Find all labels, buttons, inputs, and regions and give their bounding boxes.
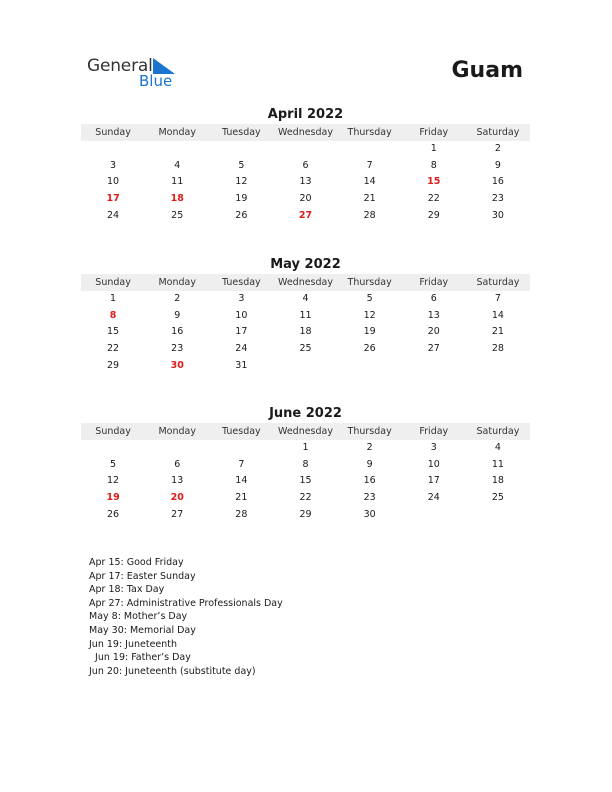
weekday-header: Sunday <box>81 124 145 141</box>
day-cell: 11 <box>491 458 504 470</box>
day-cell: 20 <box>427 326 440 338</box>
holiday-day-cell: 27 <box>298 209 313 221</box>
day-cell: 3 <box>430 442 437 453</box>
day-cell: 1 <box>110 293 117 304</box>
country-title: Guam <box>451 58 523 83</box>
empty-day-cell <box>209 141 273 158</box>
weekday-header: Monday <box>145 274 209 291</box>
day-cell: 2 <box>494 143 501 154</box>
holiday-day-cell: 8 <box>109 309 117 321</box>
day-cell: 3 <box>110 159 117 171</box>
day-cell: 29 <box>299 508 312 520</box>
brand-word-general: General <box>87 56 153 76</box>
day-cell: 31 <box>235 359 248 371</box>
day-cell: 10 <box>427 458 440 470</box>
holiday-list-item: May 8: Mother’s Day <box>89 611 188 623</box>
day-cell: 6 <box>302 159 309 171</box>
day-cell: 5 <box>110 458 117 470</box>
day-cell: 25 <box>299 343 312 355</box>
empty-day-cell <box>273 141 337 158</box>
day-cell: 3 <box>238 293 245 304</box>
day-cell: 30 <box>491 209 504 221</box>
holiday-list-item: Apr 18: Tax Day <box>89 584 165 596</box>
holiday-day-cell: 17 <box>106 193 120 205</box>
day-cell: 13 <box>427 309 440 321</box>
day-cell: 25 <box>171 209 184 221</box>
day-cell: 24 <box>107 209 120 221</box>
day-cell: 16 <box>491 176 504 188</box>
weekday-header: Friday <box>402 124 466 141</box>
day-cell: 21 <box>363 193 376 205</box>
day-cell: 23 <box>491 193 504 205</box>
day-cell: 22 <box>107 343 120 355</box>
holiday-day-cell: 20 <box>170 492 184 504</box>
holiday-day-cell: 30 <box>170 359 184 371</box>
day-cell: 28 <box>235 508 248 520</box>
weekday-header: Friday <box>402 274 466 291</box>
empty-day-cell <box>402 507 466 524</box>
calendar-grid <box>81 124 530 224</box>
empty-day-cell <box>81 440 145 457</box>
weekday-header: Thursday <box>338 274 402 291</box>
day-cell: 21 <box>491 326 504 338</box>
day-cell: 27 <box>171 508 184 520</box>
day-cell: 8 <box>302 458 309 470</box>
day-cell: 19 <box>235 193 248 205</box>
day-cell: 1 <box>302 442 309 453</box>
holiday-day-cell: 15 <box>427 176 441 188</box>
day-cell: 24 <box>235 343 248 355</box>
weekday-header: Monday <box>145 124 209 141</box>
day-cell: 2 <box>366 442 373 453</box>
day-cell: 11 <box>171 176 184 188</box>
day-cell: 27 <box>427 343 440 355</box>
holiday-list-item: Jun 19: Father’s Day <box>89 652 191 664</box>
day-cell: 7 <box>238 458 245 470</box>
month-may <box>81 256 530 374</box>
holiday-list-item: Jun 19: Juneteenth <box>89 638 178 650</box>
holiday-list-item: Apr 27: Administrative Professionals Day <box>89 597 283 609</box>
day-cell: 22 <box>299 492 312 504</box>
month-title: April 2022 <box>267 107 344 122</box>
weekday-header: Thursday <box>338 423 402 440</box>
empty-day-cell <box>81 141 145 158</box>
day-cell: 18 <box>491 475 504 487</box>
day-cell: 17 <box>427 475 440 487</box>
weekday-header: Tuesday <box>209 274 273 291</box>
day-cell: 24 <box>427 492 440 504</box>
weekday-header: Thursday <box>338 124 402 141</box>
day-cell: 7 <box>366 159 373 171</box>
day-cell: 12 <box>235 176 248 188</box>
day-cell: 23 <box>363 492 376 504</box>
day-cell: 14 <box>235 475 248 487</box>
day-cell: 15 <box>299 475 312 487</box>
day-cell: 26 <box>235 209 248 221</box>
day-cell: 13 <box>299 176 312 188</box>
empty-day-cell <box>402 358 466 375</box>
day-cell: 23 <box>171 343 184 355</box>
day-cell: 28 <box>491 343 504 355</box>
day-cell: 30 <box>363 508 376 520</box>
weekday-header: Friday <box>402 423 466 440</box>
day-cell: 26 <box>363 343 376 355</box>
day-cell: 16 <box>171 326 184 338</box>
holiday-day-cell: 19 <box>106 492 120 504</box>
day-cell: 11 <box>299 309 312 321</box>
weekday-header: Sunday <box>81 423 145 440</box>
day-cell: 5 <box>366 293 373 304</box>
day-cell: 17 <box>235 326 248 338</box>
weekday-header: Tuesday <box>209 423 273 440</box>
day-cell: 22 <box>427 193 440 205</box>
day-cell: 6 <box>174 458 181 470</box>
calendar-grid <box>81 423 530 523</box>
holiday-list <box>89 556 283 678</box>
day-cell: 8 <box>430 159 437 171</box>
day-cell: 6 <box>430 293 437 304</box>
day-cell: 4 <box>494 442 501 453</box>
calendar-grid <box>81 274 530 374</box>
day-cell: 1 <box>430 143 437 154</box>
holiday-list-item: May 30: Memorial Day <box>89 624 196 636</box>
empty-day-cell <box>338 141 402 158</box>
day-cell: 19 <box>363 326 376 338</box>
holiday-list-item: Apr 17: Easter Sunday <box>89 570 196 582</box>
day-cell: 4 <box>174 159 181 171</box>
weekday-header: Saturday <box>466 274 530 291</box>
day-cell: 14 <box>363 176 376 188</box>
month-june <box>81 405 530 523</box>
day-cell: 18 <box>299 326 312 338</box>
month-april <box>81 106 530 224</box>
day-cell: 4 <box>302 293 309 304</box>
day-cell: 9 <box>494 159 501 171</box>
day-cell: 16 <box>363 475 376 487</box>
day-cell: 7 <box>494 293 501 304</box>
day-cell: 9 <box>174 309 181 321</box>
empty-day-cell <box>145 440 209 457</box>
day-cell: 25 <box>491 492 504 504</box>
day-cell: 14 <box>491 309 504 321</box>
day-cell: 10 <box>107 176 120 188</box>
brand-logo <box>87 56 187 92</box>
weekday-header: Wednesday <box>273 274 337 291</box>
empty-day-cell <box>209 440 273 457</box>
day-cell: 12 <box>363 309 376 321</box>
day-cell: 15 <box>107 326 120 338</box>
holiday-day-cell: 18 <box>170 193 184 205</box>
weekday-header: Sunday <box>81 274 145 291</box>
month-title: May 2022 <box>270 257 341 272</box>
day-cell: 29 <box>107 359 120 371</box>
day-cell: 5 <box>238 159 245 171</box>
day-cell: 29 <box>427 209 440 221</box>
weekday-header: Tuesday <box>209 124 273 141</box>
weekday-header: Saturday <box>466 124 530 141</box>
day-cell: 26 <box>107 508 120 520</box>
day-cell: 9 <box>366 458 373 470</box>
brand-word-blue: Blue <box>139 72 173 90</box>
empty-day-cell <box>338 358 402 375</box>
weekday-header: Saturday <box>466 423 530 440</box>
day-cell: 2 <box>174 293 181 304</box>
day-cell: 12 <box>107 475 120 487</box>
day-cell: 20 <box>299 193 312 205</box>
weekday-header: Wednesday <box>273 124 337 141</box>
empty-day-cell <box>273 358 337 375</box>
month-title: June 2022 <box>269 406 342 421</box>
day-cell: 10 <box>235 309 248 321</box>
empty-day-cell <box>466 507 530 524</box>
empty-day-cell <box>145 141 209 158</box>
holiday-list-item: Jun 20: Juneteenth (substitute day) <box>89 665 256 677</box>
holiday-list-item: Apr 15: Good Friday <box>89 557 184 568</box>
day-cell: 28 <box>363 209 376 221</box>
day-cell: 21 <box>235 492 248 504</box>
weekday-header: Monday <box>145 423 209 440</box>
weekday-header: Wednesday <box>273 423 337 440</box>
day-cell: 13 <box>171 475 184 487</box>
empty-day-cell <box>466 358 530 375</box>
